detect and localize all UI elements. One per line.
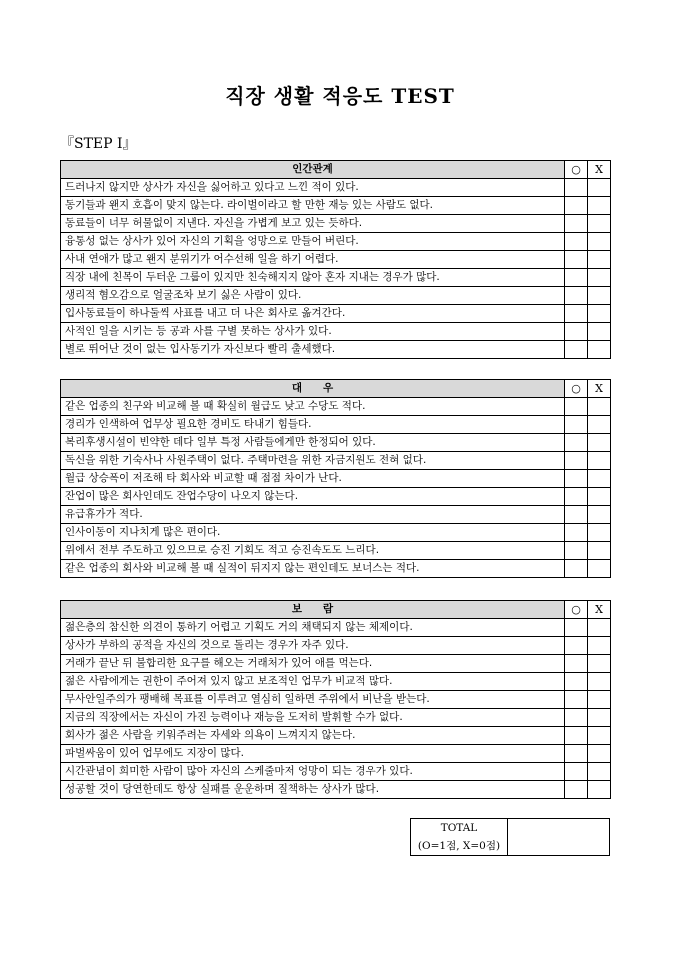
question-text: 입사동료들이 하나둘씩 사표를 내고 더 나은 회사로 옮겨간다.	[61, 305, 565, 323]
question-text: 독신을 위한 기숙사나 사원주택이 없다. 주택마련을 위한 자금지원도 전혀 없다.	[61, 452, 565, 470]
question-row	[61, 197, 611, 215]
total-box	[410, 818, 610, 856]
question-text: 인사이동이 지나치게 많은 편이다.	[61, 524, 565, 542]
question-text: 생리적 혐오감으로 얼굴조차 보기 싫은 사람이 있다.	[61, 287, 565, 305]
answer-x-cell[interactable]	[588, 781, 611, 799]
section-header: 인간관계	[61, 161, 565, 179]
question-text: 복리후생시설이 빈약한 데다 일부 특정 사람들에게만 한정되어 있다.	[61, 434, 565, 452]
answer-x-cell[interactable]	[588, 763, 611, 781]
question-text: 유급휴가가 적다.	[61, 506, 565, 524]
questionnaire-table-relationships	[60, 160, 611, 359]
column-x-header: X	[588, 601, 611, 619]
question-text: 위에서 전부 주도하고 있으므로 승진 기회도 적고 승진속도도 느리다.	[61, 542, 565, 560]
answer-o-cell[interactable]	[565, 655, 588, 673]
answer-x-cell[interactable]	[588, 398, 611, 416]
question-text: 성공할 것이 당연한데도 항상 실패를 운운하며 질책하는 상사가 많다.	[61, 781, 565, 799]
question-text: 젊은층의 참신한 의견이 통하기 어렵고 기획도 거의 채택되지 않는 체제이다.	[61, 619, 565, 637]
question-row	[61, 179, 611, 197]
section-header: 보 람	[61, 601, 565, 619]
answer-o-cell[interactable]	[565, 763, 588, 781]
answer-x-cell[interactable]	[588, 251, 611, 269]
answer-o-cell[interactable]	[565, 745, 588, 763]
question-row	[61, 637, 611, 655]
question-row	[61, 287, 611, 305]
question-text: 거래가 끝난 뒤 불합리한 요구를 해오는 거래처가 있어 애를 먹는다.	[61, 655, 565, 673]
question-row	[61, 691, 611, 709]
column-x-header: X	[588, 380, 611, 398]
answer-o-cell[interactable]	[565, 197, 588, 215]
answer-o-cell[interactable]	[565, 398, 588, 416]
answer-x-cell[interactable]	[588, 619, 611, 637]
question-row	[61, 727, 611, 745]
total-scoring-note: (O=1점, X=0점)	[411, 837, 508, 856]
answer-x-cell[interactable]	[588, 488, 611, 506]
question-row	[61, 781, 611, 799]
section-header-row	[61, 601, 611, 619]
answer-o-cell[interactable]	[565, 619, 588, 637]
answer-o-cell[interactable]	[565, 416, 588, 434]
question-text: 경리가 인색하여 업무상 필요한 경비도 타내기 힘들다.	[61, 416, 565, 434]
question-text: 사적인 일을 시키는 등 공과 사를 구별 못하는 상사가 있다.	[61, 323, 565, 341]
answer-o-cell[interactable]	[565, 709, 588, 727]
question-text: 잔업이 많은 회사인데도 잔업수당이 나오지 않는다.	[61, 488, 565, 506]
question-row	[61, 323, 611, 341]
question-text: 사내 연애가 많고 왠지 분위기가 어수선해 일을 하기 어렵다.	[61, 251, 565, 269]
question-row	[61, 269, 611, 287]
answer-x-cell[interactable]	[588, 673, 611, 691]
question-text: 별로 뛰어난 것이 없는 입사동기가 자신보다 빨리 출세했다.	[61, 341, 565, 359]
questionnaire-table-fulfillment	[60, 600, 611, 799]
step-label: 『STEP Ⅰ』	[60, 136, 137, 152]
question-row	[61, 434, 611, 452]
question-row	[61, 488, 611, 506]
answer-x-cell[interactable]	[588, 470, 611, 488]
question-text: 같은 업종의 회사와 비교해 볼 때 실적이 뒤지지 않는 편인데도 보너스는 적다.	[61, 560, 565, 578]
answer-x-cell[interactable]	[588, 323, 611, 341]
answer-o-cell[interactable]	[565, 251, 588, 269]
answer-x-cell[interactable]	[588, 305, 611, 323]
answer-x-cell[interactable]	[588, 341, 611, 359]
question-row	[61, 416, 611, 434]
question-row	[61, 470, 611, 488]
answer-o-cell[interactable]	[565, 542, 588, 560]
answer-o-cell[interactable]	[565, 506, 588, 524]
answer-x-cell[interactable]	[588, 416, 611, 434]
answer-o-cell[interactable]	[565, 179, 588, 197]
question-text: 무사안일주의가 팽배해 목표를 이루려고 열심히 일하면 주위에서 비난을 받는다.	[61, 691, 565, 709]
question-text: 시간관념이 희미한 사람이 많아 자신의 스케줄마저 엉망이 되는 경우가 있다.	[61, 763, 565, 781]
answer-x-cell[interactable]	[588, 215, 611, 233]
question-row	[61, 452, 611, 470]
answer-x-cell[interactable]	[588, 233, 611, 251]
question-row	[61, 745, 611, 763]
answer-o-cell[interactable]	[565, 215, 588, 233]
question-text: 상사가 부하의 공적을 자신의 것으로 돌리는 경우가 자주 있다.	[61, 637, 565, 655]
question-row	[61, 305, 611, 323]
answer-o-cell[interactable]	[565, 488, 588, 506]
answer-x-cell[interactable]	[588, 434, 611, 452]
answer-o-cell[interactable]	[565, 269, 588, 287]
question-row	[61, 251, 611, 269]
answer-x-cell[interactable]	[588, 287, 611, 305]
questionnaire-table-compensation	[60, 379, 611, 578]
answer-o-cell[interactable]	[565, 323, 588, 341]
column-o-header: ○	[565, 380, 588, 398]
answer-x-cell[interactable]	[588, 179, 611, 197]
question-text: 같은 업종의 친구와 비교해 볼 때 확실히 월급도 낮고 수당도 적다.	[61, 398, 565, 416]
question-row	[61, 619, 611, 637]
question-row	[61, 398, 611, 416]
answer-x-cell[interactable]	[588, 691, 611, 709]
section-header-row	[61, 380, 611, 398]
question-text: 월급 상승폭이 저조해 타 회사와 비교할 때 점점 차이가 난다.	[61, 470, 565, 488]
answer-o-cell[interactable]	[565, 560, 588, 578]
question-row	[61, 763, 611, 781]
answer-x-cell[interactable]	[588, 560, 611, 578]
column-x-header: X	[588, 161, 611, 179]
answer-x-cell[interactable]	[588, 506, 611, 524]
question-text: 지금의 직장에서는 자신이 가진 능력이나 재능을 도저히 발휘할 수가 없다.	[61, 709, 565, 727]
answer-o-cell[interactable]	[565, 434, 588, 452]
question-row	[61, 506, 611, 524]
question-row	[61, 560, 611, 578]
question-row	[61, 341, 611, 359]
total-label: TOTAL	[411, 819, 508, 838]
answer-o-cell[interactable]	[565, 673, 588, 691]
answer-o-cell[interactable]	[565, 452, 588, 470]
question-text: 직장 내에 친목이 두터운 그룹이 있지만 친숙해지지 않아 혼자 지내는 경우가 많다.	[61, 269, 565, 287]
answer-x-cell[interactable]	[588, 524, 611, 542]
total-value-field[interactable]	[508, 819, 610, 856]
section-header: 대 우	[61, 380, 565, 398]
question-text: 동기들과 왠지 호흡이 맞지 않는다. 라이벌이라고 할 만한 재능 있는 사람도 없다.	[61, 197, 565, 215]
answer-o-cell[interactable]	[565, 691, 588, 709]
question-row	[61, 524, 611, 542]
question-text: 융통성 없는 상사가 있어 자신의 기획을 엉망으로 만들어 버린다.	[61, 233, 565, 251]
answer-x-cell[interactable]	[588, 269, 611, 287]
question-text: 동료들이 너무 허물없이 지낸다. 자신을 가볍게 보고 있는 듯하다.	[61, 215, 565, 233]
question-text: 드러나지 않지만 상사가 자신을 싫어하고 있다고 느낀 적이 있다.	[61, 179, 565, 197]
answer-x-cell[interactable]	[588, 745, 611, 763]
answer-o-cell[interactable]	[565, 233, 588, 251]
answer-o-cell[interactable]	[565, 305, 588, 323]
answer-x-cell[interactable]	[588, 452, 611, 470]
question-text: 파벌싸움이 있어 업무에도 지장이 많다.	[61, 745, 565, 763]
answer-x-cell[interactable]	[588, 637, 611, 655]
answer-x-cell[interactable]	[588, 709, 611, 727]
answer-x-cell[interactable]	[588, 542, 611, 560]
question-row	[61, 215, 611, 233]
question-row	[61, 542, 611, 560]
question-text: 젊은 사람에게는 권한이 주어져 있지 않고 보조적인 업무가 비교적 많다.	[61, 673, 565, 691]
answer-o-cell[interactable]	[565, 470, 588, 488]
page-title: 직장 생활 적응도 TEST	[225, 84, 455, 108]
answer-o-cell[interactable]	[565, 727, 588, 745]
answer-o-cell[interactable]	[565, 287, 588, 305]
answer-o-cell[interactable]	[565, 341, 588, 359]
question-row	[61, 673, 611, 691]
answer-x-cell[interactable]	[588, 655, 611, 673]
question-text: 회사가 젊은 사람을 키워주려는 자세와 의욕이 느껴지지 않는다.	[61, 727, 565, 745]
question-row	[61, 709, 611, 727]
answer-o-cell[interactable]	[565, 781, 588, 799]
section-header-row	[61, 161, 611, 179]
answer-x-cell[interactable]	[588, 197, 611, 215]
column-o-header: ○	[565, 161, 588, 179]
answer-o-cell[interactable]	[565, 637, 588, 655]
column-o-header: ○	[565, 601, 588, 619]
question-row	[61, 655, 611, 673]
question-row	[61, 233, 611, 251]
answer-x-cell[interactable]	[588, 727, 611, 745]
answer-o-cell[interactable]	[565, 524, 588, 542]
